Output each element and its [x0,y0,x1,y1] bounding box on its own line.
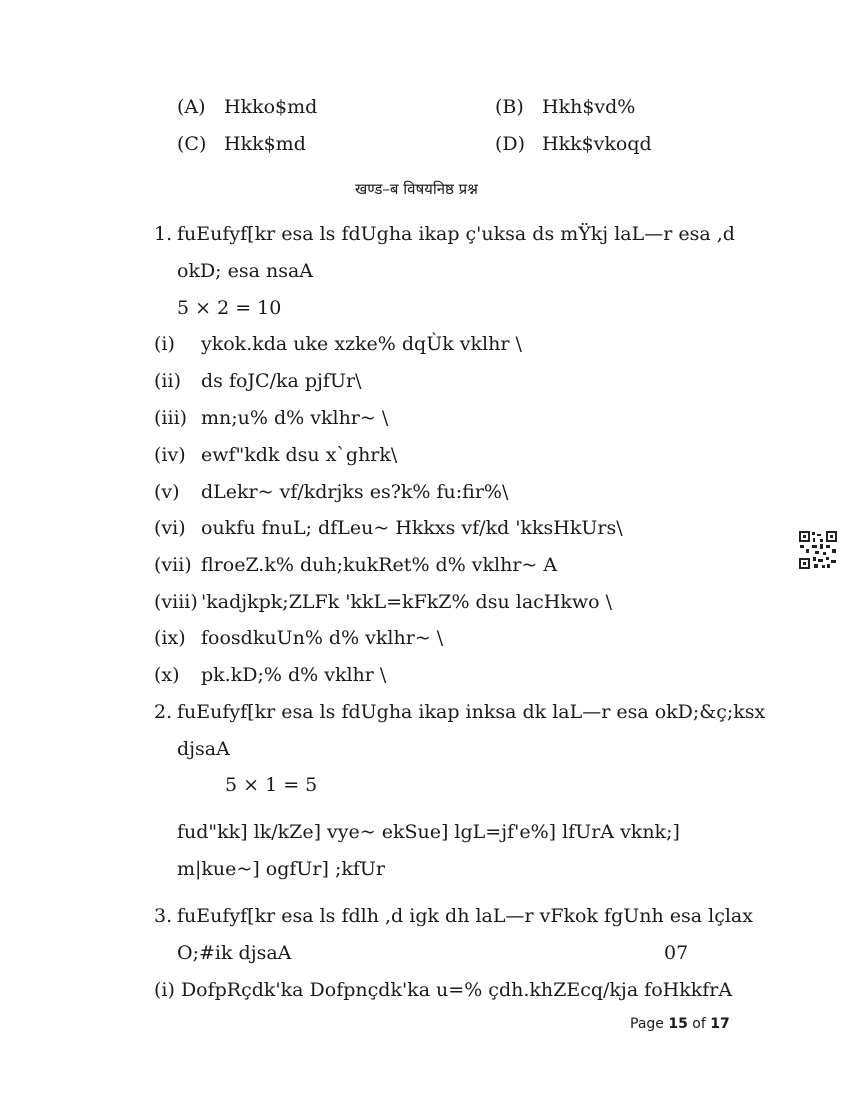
q3-number: 3. [154,905,173,927]
q3-text-line1: fuEufyf[kr esa ls fdlh ,d igk dh laL—r vFkok fgUnh esa lçlax [177,905,753,927]
q1-item-number: (vii) [154,554,192,576]
option-b-text: Hkh$vd% [542,96,636,118]
q1-item-text: flroeZ.k% duh;kukRet% d% vklhr~ A [201,554,558,576]
q1-item-text: 'kadjkpk;ZLFk 'kkL=kFkZ% dsu lacHkwo \ [201,591,613,613]
q1-item-text: pk.kD;% d% vklhr \ [201,664,387,686]
option-c-label: (C) [177,133,207,155]
total-pages-number: 17 [710,1016,730,1032]
q1-number: 1. [154,223,173,245]
section-heading: खण्ड–ब विषयनिष्ठ प्रश्न [355,180,478,198]
option-d-label: (D) [495,133,526,155]
q2-marks: 5 × 1 = 5 [225,774,318,796]
footer-prefix: Page [630,1016,664,1032]
q1-item-number: (viii) [154,591,198,613]
q1-item-number: (vi) [154,517,186,539]
q3-subquestion: (i) DofpRçdk'ka Dofpnçdk'ka u=% çdh.khZEcq/kja foHkkfrA [154,979,733,1001]
option-a-text: Hkko$md [224,96,318,118]
q1-item-text: mn;u% d% vklhr~ \ [201,407,389,429]
qr-code-icon [798,530,838,570]
q1-item-number: (iv) [154,444,186,466]
q1-item-text: ds foJC/ka pjfUr\ [201,370,362,392]
option-c-text: Hkk$md [224,133,306,155]
q1-item-text: foosdkuUn% d% vklhr~ \ [201,627,444,649]
q1-text-line2: okD; esa nsaA [177,260,314,282]
q1-item-text: ewf"kdk dsu x`ghrk\ [201,444,398,466]
q2-text-line2: djsaA [177,738,230,760]
q1-text-line1: fuEufyf[kr esa ls fdUgha ikap ç'uksa ds mŸkj laL—r esa ,d [177,223,735,245]
q3-text-line2: O;#ik djsaA [177,942,292,964]
q2-text-line1: fuEufyf[kr esa ls fdUgha ikap inksa dk laL—r esa okD;&ç;ksx [177,701,766,723]
q3-marks: 07 [664,942,689,964]
q2-words-line1: fud"kk] lk/kZe] vye~ ekSue] lgL=jf'e%] lfUrA vknk;] [177,821,680,843]
q1-item-text: dLekr~ vf/kdrjks es?k% fu:fir%\ [201,481,509,503]
q1-item-number: (iii) [154,407,188,429]
q1-item-number: (i) [154,333,175,355]
q1-item-text: ykok.kda uke xzke% dqÙk vklhr \ [201,333,522,355]
q2-words-line2: m|kue~] ogfUr] ;kfUr [177,858,386,880]
q1-item-number: (ii) [154,370,181,392]
page-footer [630,1016,730,1032]
option-b-label: (B) [495,96,524,118]
option-d-text: Hkk$vkoqd [542,133,652,155]
option-a-label: (A) [177,96,206,118]
q1-item-number: (ix) [154,627,186,649]
footer-of: of [692,1016,706,1032]
current-page-number: 15 [668,1016,688,1032]
q2-number: 2. [154,701,173,723]
q1-item-number: (x) [154,664,180,686]
q1-marks: 5 × 2 = 10 [177,297,282,319]
q1-item-number: (v) [154,481,180,503]
q1-item-text: oukfu fnuL; dfLeu~ Hkkxs vf/kd 'kksHkUrs\ [201,517,623,539]
